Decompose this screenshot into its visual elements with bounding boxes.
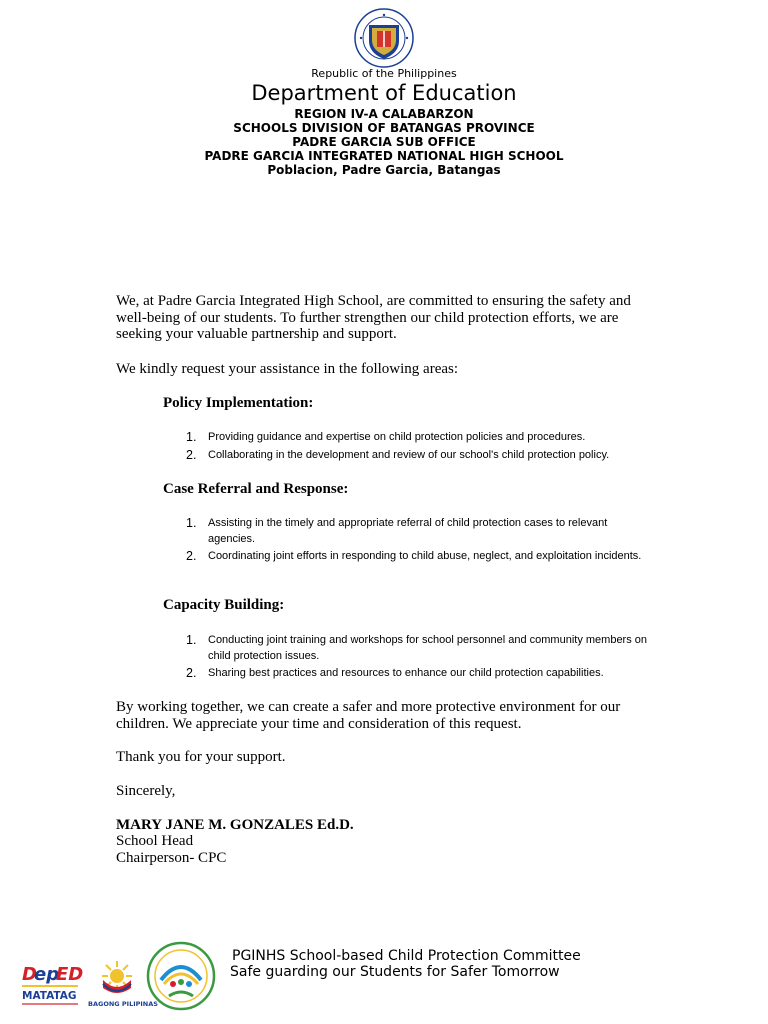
list-number: 1.	[186, 430, 197, 444]
list-item-text: Collaborating in the development and review of our school's child protection policy.	[208, 449, 610, 461]
case-referral-list	[186, 515, 656, 564]
list-item	[186, 548, 656, 564]
pginhs-school-logo	[146, 940, 216, 1012]
list-item-text: Sharing best practices and resources to enhance our child protection capabilities.	[208, 667, 604, 679]
list-item	[186, 665, 656, 681]
svg-text:MATATAG: MATATAG	[22, 990, 77, 1002]
list-item	[186, 515, 656, 547]
footer-committee-line: PGINHS School-based Child Protection Committee	[232, 948, 581, 964]
svg-text:D: D	[22, 964, 37, 985]
thanks-line: Thank you for your support.	[116, 749, 286, 765]
footer-text	[230, 948, 581, 980]
signatory-name: MARY JANE M. GONZALES Ed.D.	[116, 817, 354, 833]
intro-paragraph: We, at Padre Garcia Integrated High School, are committed to ensuring the safety and well-being of our students. To further strengthen our child protection efforts, we are seeking your valuable partnership and support.	[116, 293, 631, 342]
section-title-capacity: Capacity Building:	[163, 597, 285, 613]
list-number: 2.	[186, 549, 197, 563]
school-line: PADRE GARCIA INTEGRATED NATIONAL HIGH SCHOOL	[204, 149, 564, 163]
closing-paragraph: By working together, we can create a safer and more protective environment for our children. We appreciate your time and consideration of this request.	[116, 699, 621, 732]
address-line: Poblacion, Padre Garcia, Batangas	[267, 163, 501, 177]
list-number: 1.	[186, 516, 197, 530]
list-item	[186, 632, 656, 664]
deped-matatag-logo	[20, 958, 84, 1010]
policy-list	[186, 429, 656, 463]
list-number: 1.	[186, 633, 197, 647]
request-paragraph: We kindly request your assistance in the following areas:	[116, 361, 459, 377]
list-item-text: Assisting in the timely and appropriate referral of child protection cases to relevant agencies.	[208, 517, 608, 545]
sincerely-line: Sincerely,	[116, 783, 176, 799]
list-number: 2.	[186, 666, 197, 680]
region-line: REGION IV-A CALABARZON	[294, 107, 474, 121]
signatory-role: Chairperson- CPC	[116, 850, 227, 866]
capacity-list	[186, 632, 656, 681]
section-title-policy: Policy Implementation:	[163, 395, 314, 411]
sub-office-line: PADRE GARCIA SUB OFFICE	[292, 135, 476, 149]
list-item	[186, 447, 656, 463]
list-item-text: Coordinating joint efforts in responding to child abuse, neglect, and exploitation incidents.	[208, 550, 642, 562]
svg-text:BAGONG PILIPINAS: BAGONG PILIPINAS	[88, 1000, 158, 1008]
division-line: SCHOOLS DIVISION OF BATANGAS PROVINCE	[233, 121, 535, 135]
signatory-title: School Head	[116, 833, 194, 849]
list-item-text: Providing guidance and expertise on child protection policies and procedures.	[208, 431, 586, 443]
list-item-text: Conducting joint training and workshops for school personnel and community members on child protection issues.	[208, 634, 648, 662]
department-title: Department of Education	[251, 81, 517, 105]
section-title-case-referral: Case Referral and Response:	[163, 481, 349, 497]
list-item	[186, 429, 656, 445]
republic-line: Republic of the Philippines	[311, 67, 457, 80]
deped-seal-logo	[347, 7, 421, 69]
bagong-pilipinas-logo	[86, 955, 158, 1011]
svg-text:ep: ep	[34, 964, 60, 985]
svg-text:ED: ED	[56, 964, 84, 985]
footer-tagline: Safe guarding our Students for Safer Tomorrow	[230, 964, 560, 980]
list-number: 2.	[186, 448, 197, 462]
